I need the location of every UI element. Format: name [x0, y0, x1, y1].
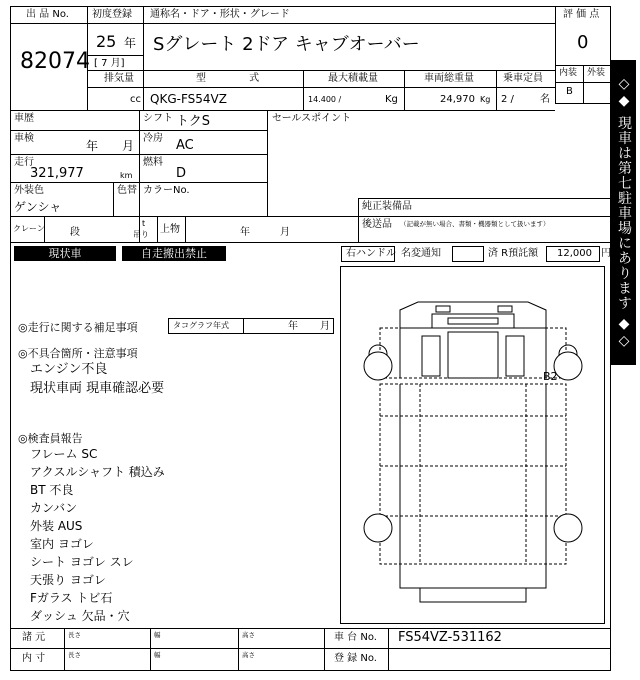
yen: 円	[601, 248, 611, 259]
shift: トクS	[176, 114, 210, 129]
color-label: 外装色	[14, 185, 44, 196]
tacho-month: 月	[320, 321, 330, 332]
grade: Sグレート 2ドア キャブオーバー	[153, 34, 420, 55]
color: ゲンシャ	[14, 200, 62, 214]
first-reg-label: 初度登録	[92, 9, 132, 20]
upper-year: 年	[240, 227, 250, 238]
capacity-unit: 名	[540, 94, 550, 105]
driving-notes-label: ◎走行に関する補足事項	[18, 321, 138, 334]
capacity-label: 乗車定員	[503, 73, 543, 84]
model: QKG-FS54VZ	[150, 92, 227, 106]
report-item: 天張り ヨゴレ	[30, 573, 106, 587]
fuel: D	[176, 166, 187, 181]
shift-label: シフト	[143, 113, 173, 124]
diagram-mark: B2	[543, 370, 558, 383]
tachograph-label: タコグラフ年式	[173, 321, 229, 330]
recycle-amount: 12,000	[557, 248, 592, 259]
crane-label: クレーン	[13, 224, 45, 233]
upper-label: 上物	[160, 224, 180, 235]
no-self-drive-badge: 自走搬出禁止	[122, 246, 226, 261]
score-label: 評 価 点	[563, 9, 600, 20]
history-label: 車歴	[14, 113, 34, 124]
inner-width-label: 幅	[154, 651, 161, 659]
capacity: 2 /	[501, 94, 514, 105]
mileage: 321,977	[30, 166, 84, 181]
defect-item: 現状車両 現車確認必要	[30, 381, 165, 396]
gvw: 24,970	[440, 94, 475, 105]
report-item: フレーム SC	[30, 447, 98, 461]
fuel-label: 燃料	[143, 157, 163, 168]
report-item: 外装 AUS	[30, 519, 83, 533]
upper-month: 月	[280, 227, 290, 238]
interior-label: 内装	[559, 68, 578, 78]
report-item: Fガラス トビ石	[30, 591, 113, 605]
aftermarket-note: （記載が無い場合、書類・機器類として扱います）	[400, 220, 550, 228]
crane-stage: 段	[70, 227, 80, 238]
inner-label: 内 寸	[22, 653, 46, 664]
ac: AC	[176, 138, 194, 153]
defects-label: ◎不具合箇所・注意事項	[18, 347, 138, 360]
standard-equip-label: 純正装備品	[362, 201, 412, 212]
grade-label: 通称名・ドア・形状・グレード	[150, 9, 290, 20]
score: 0	[577, 32, 589, 53]
as-is-badge: 現状車	[14, 246, 116, 261]
max-load: 14.400 /	[308, 95, 342, 104]
height-label: 高さ	[242, 631, 255, 639]
report-item: カンバン	[30, 501, 78, 515]
displacement-unit: cc	[130, 94, 141, 105]
ac-label: 冷房	[143, 133, 163, 144]
gvw-unit: Kg	[480, 95, 491, 104]
year-unit: 年	[124, 36, 137, 50]
max-load-unit: Kg	[385, 94, 398, 105]
report-item: アクスルシャフト 積込み	[30, 465, 165, 479]
length-label: 長さ	[68, 631, 81, 639]
crane-ton: t	[142, 219, 146, 228]
recycle-label: 済 R預託額	[488, 248, 539, 259]
exterior-label: 外装	[587, 68, 606, 78]
report-item: BT 不良	[30, 483, 74, 497]
interior-value: B	[566, 86, 573, 97]
inspection-year: 年	[86, 139, 99, 153]
mileage-label: 走行	[14, 157, 34, 168]
width-label: 幅	[154, 631, 161, 639]
lot-no: 82074	[20, 49, 90, 74]
mileage-unit: km	[120, 171, 133, 180]
sales-point-label: セールスポイント	[272, 113, 352, 124]
tacho-year: 年	[288, 321, 298, 332]
first-reg-year: 25	[96, 32, 117, 51]
defect-item: エンジン不良	[30, 362, 108, 377]
gvw-label: 車両総重量	[424, 73, 474, 84]
inspector-label: ◎検査員報告	[18, 432, 83, 445]
color-change-label: 色替	[117, 185, 137, 196]
chassis-label: 車 台 No.	[334, 632, 377, 643]
displacement-label: 排気量	[104, 73, 134, 84]
name-change-label: 名変通知	[401, 248, 441, 259]
lot-no-label: 出 品 No.	[26, 9, 69, 20]
report-item: ダッシュ 欠品・穴	[30, 609, 130, 623]
chassis-no: FS54VZ-531162	[398, 630, 502, 645]
dimensions-label: 諸 元	[22, 632, 46, 643]
name-change-box	[452, 246, 484, 262]
max-load-label: 最大積載量	[328, 73, 378, 84]
reg-label: 登 録 No.	[334, 653, 377, 664]
inspection-month: 月	[122, 139, 135, 153]
truck-diagram	[340, 266, 605, 624]
steering: 右ハンドル	[346, 248, 396, 259]
model-label: 型 式	[196, 73, 280, 84]
inner-height-label: 高さ	[242, 651, 255, 659]
aftermarket-label: 後送品	[362, 219, 392, 230]
color-no-label: カラーNo.	[143, 185, 190, 196]
first-reg-month: [ 7 月]	[94, 58, 125, 69]
report-item: シート ヨゴレ スレ	[30, 555, 134, 569]
inner-length-label: 長さ	[68, 651, 81, 659]
location-banner: ◇◆ 現車は第七駐車場にあります ◆◇	[611, 60, 636, 365]
crane-hang: 吊り	[133, 230, 149, 239]
report-item: 室内 ヨゴレ	[30, 537, 94, 551]
inspection-label: 車検	[14, 133, 34, 144]
